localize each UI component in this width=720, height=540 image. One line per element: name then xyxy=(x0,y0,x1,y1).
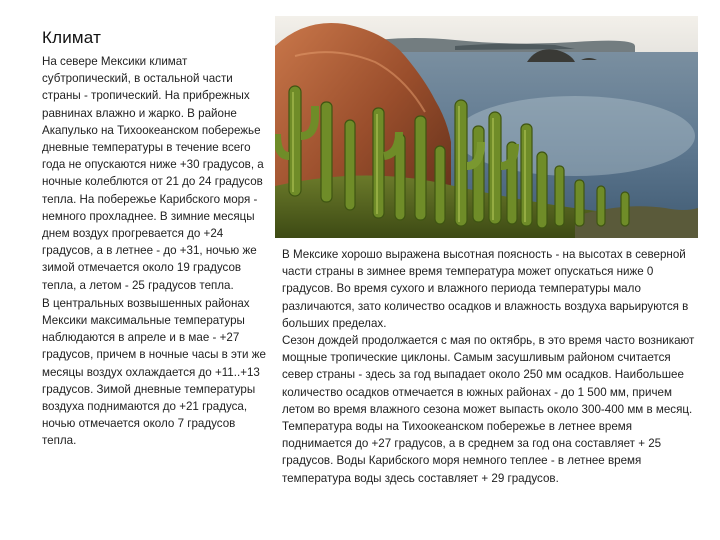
left-paragraph-1: На севере Мексики климат субтропический, в остальной части страны - тропический. На прибрежных равнинах влажно и жарко. В районе Акапулько на Тихоокеанском побережье дневные температуры в течение всего года не опускаются ниже +30 градусов, а ночные колеблются от 21 до 24 градусов тепла. На побережье Карибского моря - немного прохладнее. В зимние месяцы днем воздух прогревается до +24 градусов, а в летнее - до +31, ночью же зимой отмечается около 19 градусов тепла, а летом - 25 градусов тепла. xyxy=(42,55,264,292)
cactus-coast-photo xyxy=(275,16,698,238)
slide-title: Климат xyxy=(42,28,102,47)
right-paragraph-3: Температура воды на Тихоокеанском побережье в летнее время поднимается до +27 градусов, а в среднем за год она составляет + 25 градусов. Воды Карибского моря немного теплее - в летнее время температура воды здесь составляет + 29 градусов. xyxy=(282,420,662,485)
left-paragraph-2: В центральных возвышенных районах Мексики максимальные температуры наблюдаются в апреле и в мае - +27 градусов, причем в ночные часы в эти же месяцы воздух охлаждается до +11..+13 градусов. Зимой дневные температуры воздуха поднимаются до +21 градуса, ночью отмечается около 7 градусов тепла. xyxy=(42,296,266,448)
right-paragraph-1: В Мексике хорошо выражена высотная поясность - на высотах в северной части страны в зимнее время температура может опускаться ниже 0 градусов. Во время сухого и влажного периода температуры мало различаются, зато количество осадков и влажность воздуха варьируются в больших пределах. xyxy=(282,248,689,330)
left-text-column xyxy=(42,53,270,451)
right-text-column xyxy=(282,246,702,487)
right-paragraph-2: Сезон дождей продолжается с мая по октябрь, в это время часто возникают мощные тропические циклоны. Самым засушливым районом считается север страны - здесь за год выпадает около 250 мм осадков. Наибольшее количество осадков отмечается в южных районах - до 1 500 мм, причем летом во время влажного сезона может выпасть около 300-400 мм в месяц. xyxy=(282,334,695,416)
